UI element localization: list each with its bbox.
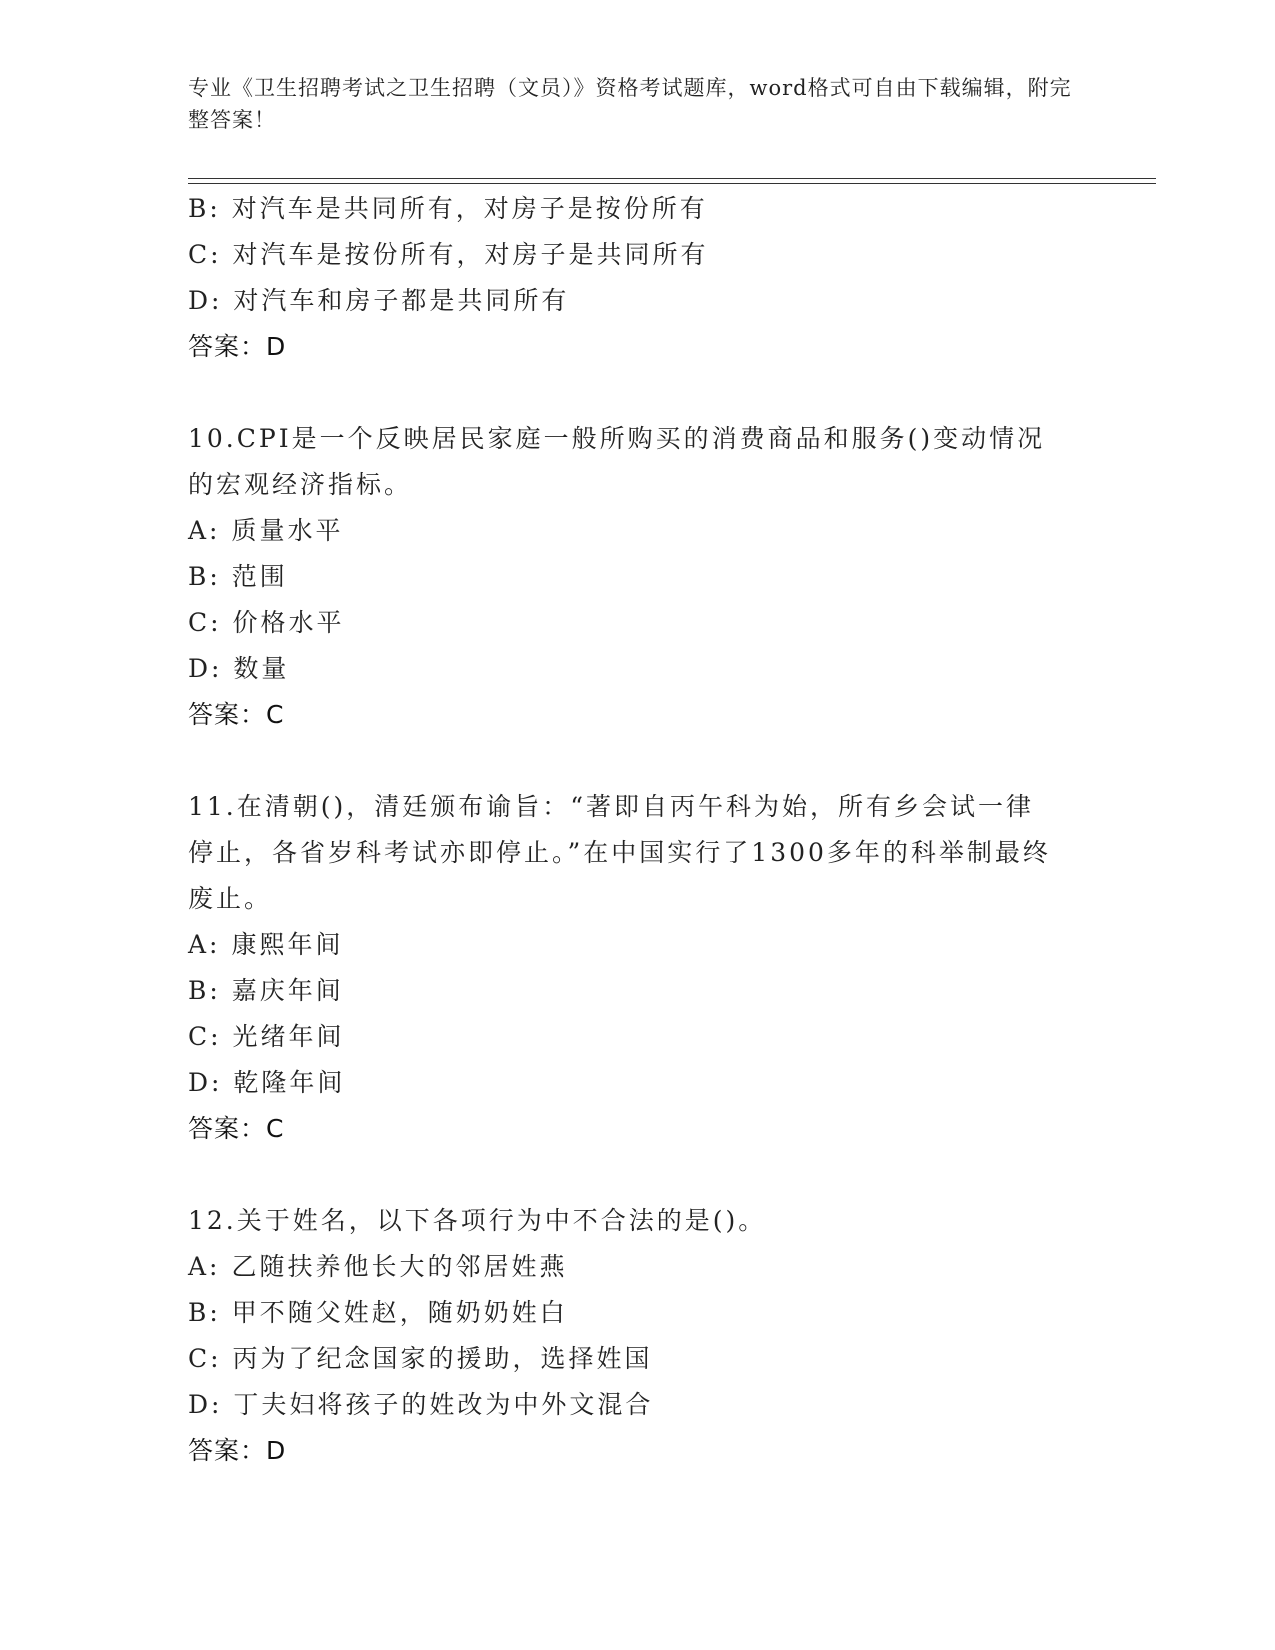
header-divider-bottom <box>188 183 1156 184</box>
spacer <box>188 1152 1088 1198</box>
option-c <box>188 1014 1088 1060</box>
option-letter: A: <box>188 930 221 959</box>
option-a <box>188 508 1088 554</box>
option-letter: B: <box>188 976 221 1005</box>
option-a <box>188 922 1088 968</box>
option-text: 甲不随父姓赵，随奶奶姓白 <box>231 1298 568 1327</box>
answer-line: 答案：D <box>188 332 287 361</box>
option-text: 对汽车和房子都是共同所有 <box>233 286 570 315</box>
header-divider-top <box>188 178 1156 179</box>
option-text: 数量 <box>233 654 290 683</box>
option-text: 嘉庆年间 <box>231 976 344 1005</box>
option-letter: A: <box>188 516 221 545</box>
option-a <box>188 1244 1088 1290</box>
option-letter: C: <box>188 608 222 637</box>
question-10 <box>188 416 1088 738</box>
option-letter: B: <box>188 194 221 223</box>
question-9-continued <box>188 186 1088 370</box>
option-text: 光绪年间 <box>232 1022 345 1051</box>
option-d <box>188 278 1088 324</box>
option-text: 价格水平 <box>232 608 345 637</box>
spacer <box>188 738 1088 784</box>
option-d <box>188 1060 1088 1106</box>
option-text: 康熙年间 <box>231 930 344 959</box>
answer-line: 答案：D <box>188 1436 287 1465</box>
option-letter: D: <box>188 1390 223 1419</box>
option-text: 质量水平 <box>231 516 344 545</box>
answer-line: 答案：C <box>188 1114 285 1143</box>
option-text: 丙为了纪念国家的援助，选择姓国 <box>232 1344 653 1373</box>
document-header: 专业《卫生招聘考试之卫生招聘（文员）》资格考试题库，word格式可自由下载编辑，附完整答案！ <box>188 76 1072 132</box>
option-b <box>188 554 1088 600</box>
answer-line: 答案：C <box>188 700 285 729</box>
option-b <box>188 1290 1088 1336</box>
option-c <box>188 232 1088 278</box>
question-12 <box>188 1198 1088 1474</box>
option-text: 丁夫妇将孩子的姓改为中外文混合 <box>233 1390 654 1419</box>
option-letter: D: <box>188 1068 223 1097</box>
question-content <box>188 186 1088 1474</box>
option-text: 对汽车是按份所有，对房子是共同所有 <box>232 240 709 269</box>
option-letter: C: <box>188 1022 222 1051</box>
option-letter: D: <box>188 286 223 315</box>
question-stem: 11.在清朝()，清廷颁布谕旨：“著即自丙午科为始，所有乡会试一律停止，各省岁科考试亦即停止。”在中国实行了1300多年的科举制最终废止。 <box>188 792 1051 913</box>
question-stem: 12.关于姓名，以下各项行为中不合法的是()。 <box>188 1206 767 1235</box>
option-text: 对汽车是共同所有，对房子是按份所有 <box>231 194 708 223</box>
option-letter: B: <box>188 562 221 591</box>
option-b <box>188 968 1088 1014</box>
question-11 <box>188 784 1088 1152</box>
spacer <box>188 370 1088 416</box>
option-letter: D: <box>188 654 223 683</box>
question-stem: 10.CPI是一个反映居民家庭一般所购买的消费商品和服务()变动情况的宏观经济指标。 <box>188 424 1046 499</box>
option-text: 乾隆年间 <box>233 1068 346 1097</box>
option-d <box>188 646 1088 692</box>
option-text: 范围 <box>231 562 288 591</box>
option-c <box>188 600 1088 646</box>
option-letter: A: <box>188 1252 221 1281</box>
option-d <box>188 1382 1088 1428</box>
option-text: 乙随扶养他长大的邻居姓燕 <box>231 1252 568 1281</box>
option-c <box>188 1336 1088 1382</box>
option-letter: B: <box>188 1298 221 1327</box>
option-letter: C: <box>188 240 222 269</box>
option-b <box>188 186 1088 232</box>
option-letter: C: <box>188 1344 222 1373</box>
